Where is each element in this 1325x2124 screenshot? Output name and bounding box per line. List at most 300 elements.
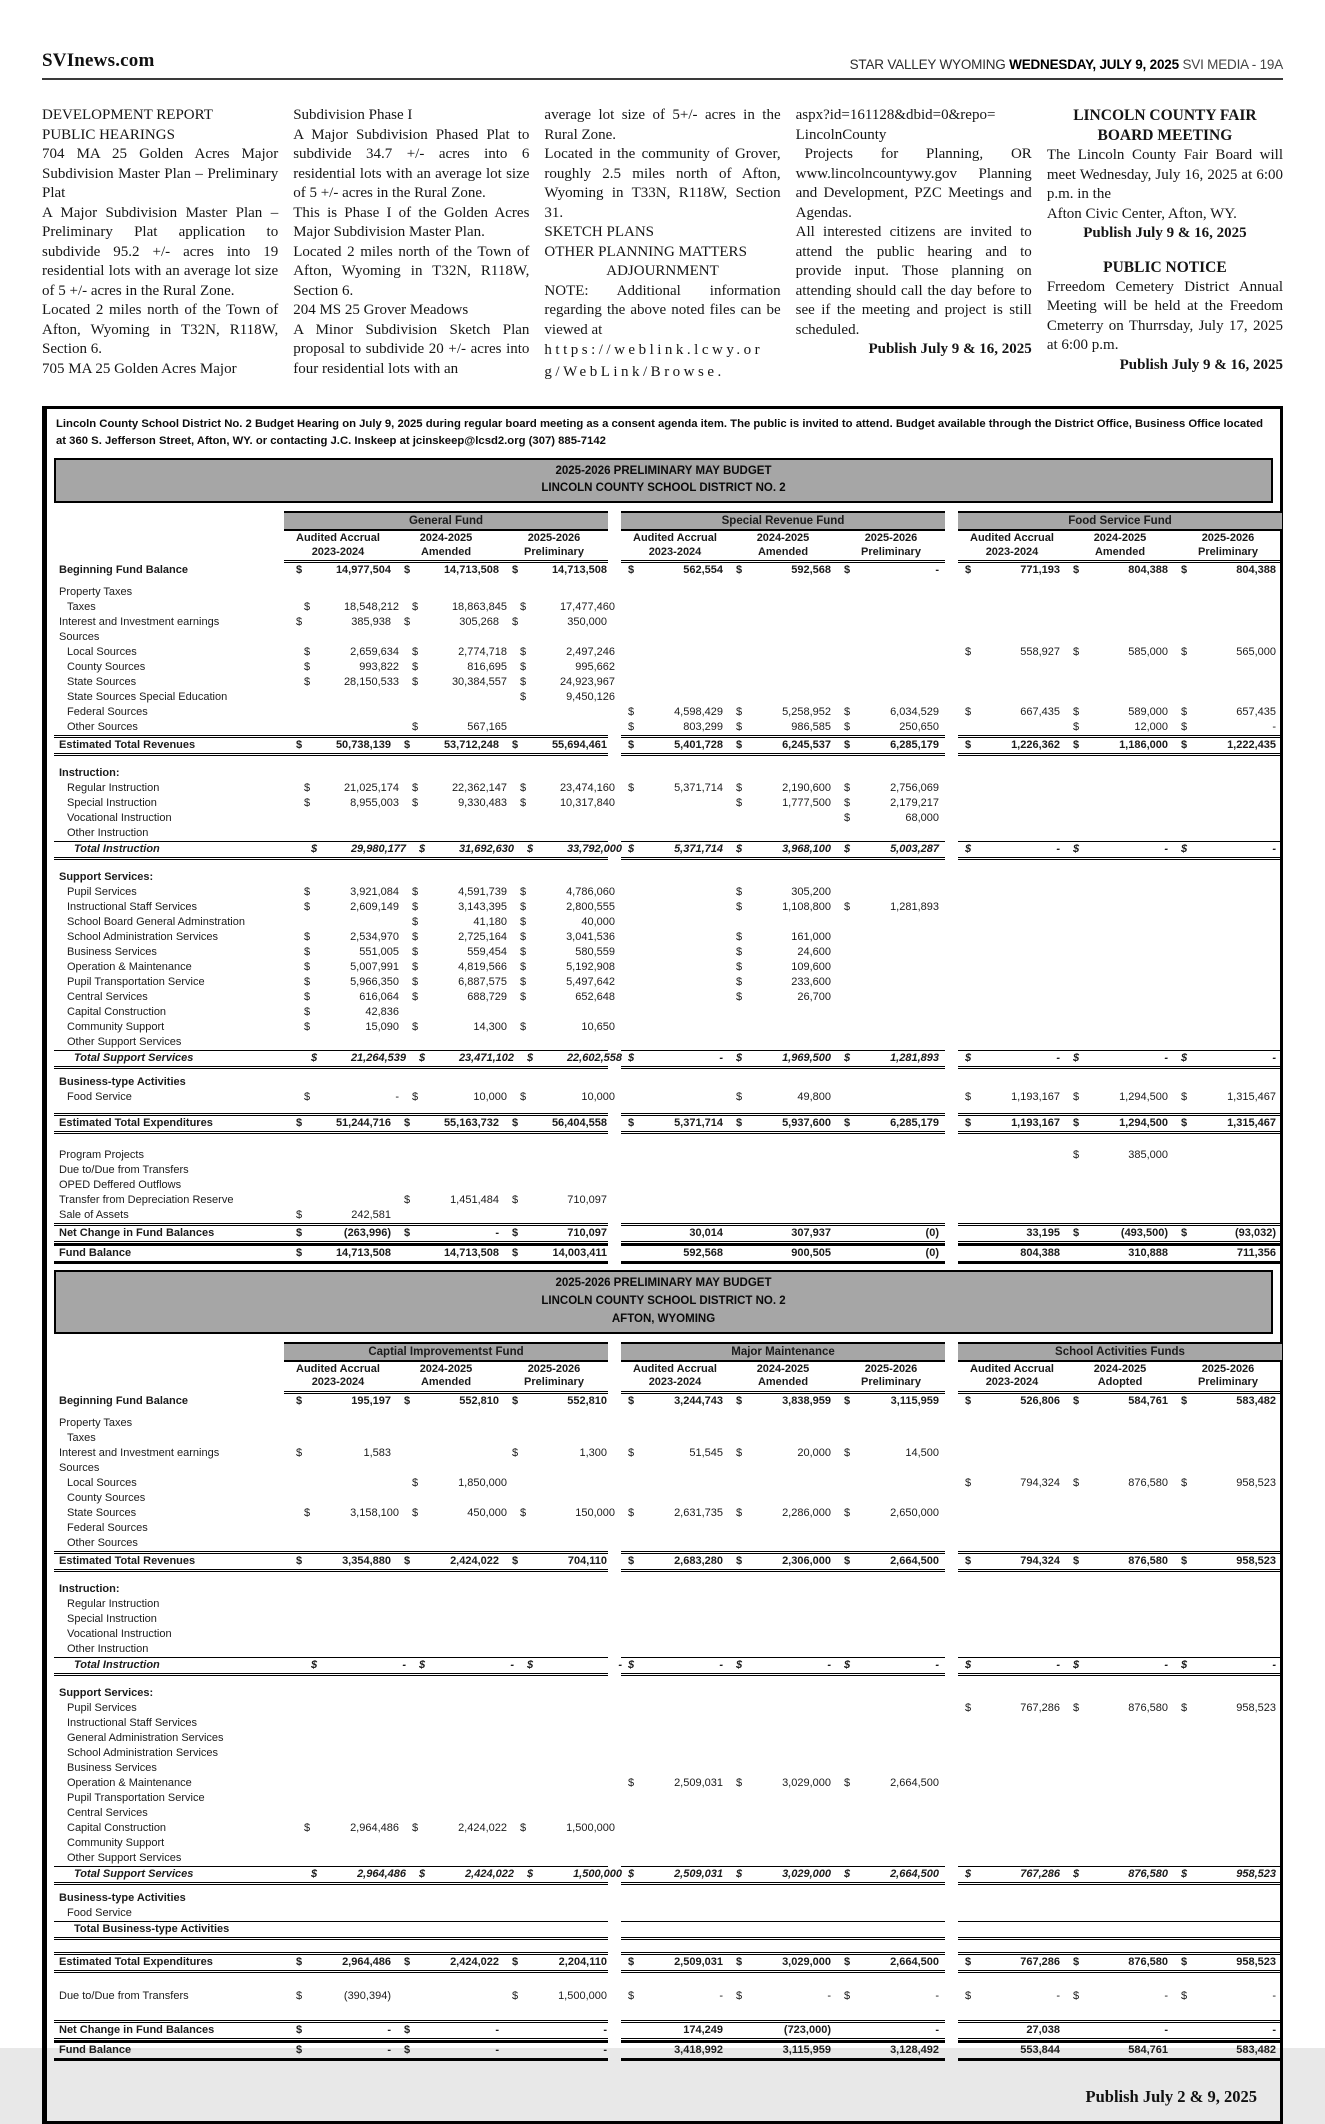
row-label: Operation & Maintenance bbox=[67, 961, 192, 974]
value-group bbox=[958, 885, 1282, 900]
value-group bbox=[289, 1582, 613, 1597]
value-group bbox=[958, 645, 1282, 660]
amount-cell bbox=[621, 900, 729, 915]
value-group bbox=[958, 675, 1282, 690]
amount-cell bbox=[513, 1597, 621, 1612]
value-group bbox=[289, 1989, 613, 2004]
amount-cell bbox=[405, 826, 513, 841]
amount-cell: $ - bbox=[1181, 843, 1276, 856]
amount-cell bbox=[729, 1686, 837, 1701]
value-group bbox=[958, 1416, 1282, 1431]
column-header-line: Amended bbox=[420, 545, 472, 558]
amount-cell: $ - bbox=[736, 1989, 831, 2002]
value-group bbox=[621, 1113, 945, 1134]
amount-cell bbox=[1066, 826, 1174, 841]
amount-cell: $ 2,664,500 bbox=[844, 1867, 939, 1880]
amount-cell bbox=[958, 1686, 1066, 1701]
value-group bbox=[297, 1431, 621, 1446]
amount-cell: $ 2,964,486 bbox=[304, 1821, 399, 1834]
amount-cell bbox=[1174, 1776, 1282, 1791]
amount-cell: $ 3,244,743 bbox=[628, 1394, 723, 1407]
notice-columns bbox=[42, 106, 1283, 384]
value-group bbox=[621, 990, 945, 1005]
amount-cell: $ 5,371,714 bbox=[628, 782, 723, 795]
table-row bbox=[54, 1005, 1275, 1020]
value-group bbox=[289, 2023, 613, 2038]
value-group bbox=[297, 1746, 621, 1761]
amount-cell bbox=[1174, 1922, 1282, 1937]
table-row bbox=[54, 1776, 1275, 1791]
value-group bbox=[621, 1491, 945, 1506]
publish-date: Publish July 9 & 16, 2025 bbox=[1083, 225, 1247, 242]
notice-text: This is Phase I of the Golden Acres Major Subdivision Master Plan. bbox=[293, 204, 530, 240]
amount-cell bbox=[729, 1716, 837, 1731]
amount-cell: $ - bbox=[1073, 1989, 1168, 2002]
row-label: Fund Balance bbox=[59, 1247, 132, 1260]
amount-cell: $ 6,285,179 bbox=[844, 739, 939, 752]
row-label: Total Business-type Activities bbox=[74, 1922, 230, 1935]
table-row bbox=[54, 630, 1275, 645]
amount-cell bbox=[729, 1701, 837, 1716]
amount-cell bbox=[297, 826, 405, 841]
masthead-date: WEDNESDAY, JULY 9, 2025 bbox=[1009, 57, 1179, 72]
value-group bbox=[621, 1627, 945, 1642]
column-header bbox=[1174, 1363, 1282, 1390]
label-and-first-group bbox=[54, 960, 615, 975]
amount-cell bbox=[297, 1761, 405, 1776]
amount-cell bbox=[412, 1922, 520, 1937]
row-label: County Sources bbox=[67, 661, 146, 674]
amount-cell bbox=[958, 1582, 1066, 1597]
value-group bbox=[297, 1761, 621, 1776]
value-group bbox=[621, 1582, 945, 1597]
column-header bbox=[284, 532, 392, 559]
amount-cell: $ 565,000 bbox=[1181, 646, 1276, 659]
label-and-first-group bbox=[54, 1491, 608, 1506]
amount-cell bbox=[837, 1836, 945, 1851]
row-label: Business Services bbox=[67, 1761, 157, 1774]
amount-cell: $ 49,800 bbox=[736, 1091, 831, 1104]
amount-cell bbox=[729, 1731, 837, 1746]
amount-cell bbox=[621, 1461, 729, 1476]
amount-cell bbox=[1066, 1163, 1174, 1178]
label-and-first-group bbox=[54, 1701, 608, 1716]
table-row bbox=[54, 1536, 1275, 1551]
amount-cell bbox=[1066, 1491, 1174, 1506]
amount-cell: $ 10,650 bbox=[520, 1021, 615, 1034]
amount-cell: $ 2,609,149 bbox=[304, 901, 399, 914]
amount-cell: $ 580,559 bbox=[520, 946, 615, 959]
amount-cell bbox=[513, 1491, 621, 1506]
label-and-first-group bbox=[54, 645, 615, 660]
value-group bbox=[297, 975, 621, 990]
label-and-first-group bbox=[54, 1005, 608, 1020]
amount-cell: $ 150,000 bbox=[520, 1506, 615, 1519]
amount-cell: $ 958,523 bbox=[1181, 1554, 1276, 1567]
row-label: Estimated Total Revenues bbox=[59, 1554, 196, 1567]
masthead-info bbox=[850, 57, 1283, 72]
label-and-first-group bbox=[54, 1416, 608, 1431]
amount-cell bbox=[397, 1446, 505, 1461]
value-group bbox=[297, 915, 621, 930]
amount-cell bbox=[621, 1716, 729, 1731]
amount-cell bbox=[958, 915, 1066, 930]
amount-cell bbox=[289, 1193, 397, 1208]
label-and-first-group bbox=[54, 1791, 608, 1806]
row-label: Pupil Services bbox=[67, 1701, 137, 1714]
value-group bbox=[621, 1716, 945, 1731]
amount-cell bbox=[297, 915, 405, 930]
amount-cell bbox=[837, 1582, 945, 1597]
value-group bbox=[958, 1208, 1282, 1223]
table-row bbox=[54, 1050, 1275, 1069]
value-group bbox=[297, 645, 621, 660]
row-label: Program Projects bbox=[59, 1149, 144, 1162]
amount-cell bbox=[837, 1431, 945, 1446]
table-row bbox=[54, 1746, 1275, 1761]
amount-cell: 592,568 bbox=[683, 1247, 723, 1260]
column-header bbox=[729, 1363, 837, 1390]
amount-cell bbox=[621, 1536, 729, 1551]
amount-cell bbox=[729, 915, 837, 930]
value-group bbox=[958, 1686, 1282, 1701]
row-label: Regular Instruction bbox=[67, 1597, 160, 1610]
column-header bbox=[500, 1363, 608, 1390]
amount-cell bbox=[1066, 1642, 1174, 1657]
amount-cell bbox=[958, 1005, 1066, 1020]
amount-cell bbox=[958, 1746, 1066, 1761]
amount-cell bbox=[958, 1597, 1066, 1612]
value-group bbox=[297, 1851, 621, 1866]
amount-cell bbox=[729, 1851, 837, 1866]
amount-cell: $ 5,937,600 bbox=[736, 1117, 831, 1130]
amount-cell bbox=[1174, 1582, 1282, 1597]
amount-cell: $ 12,000 bbox=[1073, 721, 1168, 734]
amount-cell bbox=[1174, 1612, 1282, 1627]
amount-cell: 14,713,508 bbox=[443, 1247, 499, 1260]
row-label: Central Services bbox=[67, 991, 148, 1004]
amount-cell bbox=[621, 826, 729, 841]
notice-text: Located 2 miles north of the Town of Afton, Wyoming in T32N, R118W, Section 6. bbox=[42, 302, 279, 357]
amount-cell bbox=[837, 975, 945, 990]
table-row bbox=[54, 1686, 1275, 1701]
amount-cell bbox=[405, 1005, 513, 1020]
value-group bbox=[289, 738, 613, 753]
amount-cell: $ 1,850,000 bbox=[412, 1476, 507, 1489]
amount-cell: $ 876,580 bbox=[1073, 1955, 1168, 1968]
row-label: Instruction: bbox=[59, 767, 120, 780]
amount-cell: $ - bbox=[1073, 1658, 1168, 1671]
amount-cell bbox=[405, 1431, 513, 1446]
amount-cell bbox=[1174, 660, 1282, 675]
table-row bbox=[54, 1836, 1275, 1851]
amount-cell bbox=[289, 1891, 397, 1906]
notice-text: aspx?id=161128&dbid=0&repo= LincolnCounty bbox=[795, 107, 996, 143]
amount-cell: $ - bbox=[965, 1052, 1060, 1065]
amount-cell bbox=[1174, 1193, 1282, 1208]
amount-cell bbox=[513, 1761, 621, 1776]
amount-cell: $ 526,806 bbox=[965, 1394, 1060, 1407]
row-label: School Administration Services bbox=[67, 931, 219, 944]
label-and-first-group bbox=[54, 1208, 608, 1223]
value-group bbox=[958, 870, 1282, 885]
value-group bbox=[304, 1867, 628, 1882]
label-and-first-group bbox=[54, 1731, 608, 1746]
amount-cell bbox=[958, 1627, 1066, 1642]
value-group bbox=[621, 1163, 945, 1178]
amount-cell: $ - bbox=[628, 1658, 723, 1671]
amount-cell bbox=[1066, 1178, 1174, 1193]
value-group bbox=[289, 870, 613, 885]
amount-cell: $ 710,097 bbox=[512, 1227, 607, 1240]
amount-cell bbox=[297, 1716, 405, 1731]
label-and-first-group bbox=[54, 990, 615, 1005]
amount-cell bbox=[1174, 885, 1282, 900]
value-group bbox=[297, 660, 621, 675]
amount-cell bbox=[1066, 930, 1174, 945]
amount-cell bbox=[405, 1851, 513, 1866]
amount-cell bbox=[729, 630, 837, 645]
amount-cell: $ 876,580 bbox=[1073, 1476, 1168, 1489]
amount-cell bbox=[729, 1642, 837, 1657]
row-label: Total Instruction bbox=[74, 843, 160, 856]
banner-line: LINCOLN COUNTY SCHOOL DISTRICT NO. 2 bbox=[541, 1294, 786, 1307]
table-row bbox=[54, 585, 1275, 600]
amount-cell: $ 1,186,000 bbox=[1073, 739, 1168, 752]
amount-cell: $ 2,659,634 bbox=[304, 646, 399, 659]
table-row bbox=[54, 900, 1275, 915]
table-row bbox=[54, 1244, 1275, 1264]
amount-cell bbox=[513, 1612, 621, 1627]
label-and-first-group bbox=[54, 1686, 608, 1701]
value-group bbox=[621, 900, 945, 915]
amount-cell: $ 350,000 bbox=[512, 616, 607, 629]
amount-cell: $ 22,362,147 bbox=[412, 782, 507, 795]
amount-cell bbox=[1174, 1506, 1282, 1521]
amount-cell bbox=[958, 811, 1066, 826]
amount-cell bbox=[621, 915, 729, 930]
amount-cell bbox=[621, 975, 729, 990]
amount-cell bbox=[958, 675, 1066, 690]
amount-cell bbox=[513, 1776, 621, 1791]
amount-cell: $ 2,725,164 bbox=[412, 931, 507, 944]
amount-cell bbox=[505, 766, 613, 781]
value-group bbox=[621, 1791, 945, 1806]
value-group bbox=[297, 1020, 621, 1035]
amount-cell: $ 803,299 bbox=[628, 721, 723, 734]
value-group bbox=[621, 1244, 945, 1264]
row-label: Sale of Assets bbox=[59, 1209, 129, 1222]
amount-cell bbox=[837, 1005, 945, 1020]
value-group bbox=[621, 1035, 945, 1050]
amount-cell bbox=[958, 1193, 1066, 1208]
value-group bbox=[621, 945, 945, 960]
amount-cell bbox=[1174, 1821, 1282, 1836]
table-row bbox=[54, 1020, 1275, 1035]
amount-cell bbox=[621, 1922, 729, 1937]
table-row bbox=[54, 615, 1275, 630]
label-and-first-group bbox=[54, 705, 608, 720]
amount-cell: $ - bbox=[844, 564, 939, 577]
amount-cell bbox=[729, 675, 837, 690]
amount-cell bbox=[297, 1035, 405, 1050]
amount-cell bbox=[513, 720, 621, 735]
amount-cell: $ 5,258,952 bbox=[736, 706, 831, 719]
amount-cell: $ 2,286,000 bbox=[736, 1506, 831, 1519]
amount-cell bbox=[1066, 630, 1174, 645]
amount-cell bbox=[958, 945, 1066, 960]
amount-cell bbox=[297, 1627, 405, 1642]
amount-cell bbox=[397, 1461, 505, 1476]
table-row bbox=[54, 796, 1275, 811]
label-and-first-group bbox=[54, 1446, 608, 1461]
amount-cell: $ 4,591,739 bbox=[412, 886, 507, 899]
amount-cell: $ 1,226,362 bbox=[965, 739, 1060, 752]
amount-cell: (0) bbox=[925, 1247, 939, 1260]
row-label: State Sources bbox=[67, 676, 137, 689]
label-and-first-group bbox=[54, 1612, 608, 1627]
amount-cell bbox=[405, 705, 513, 720]
amount-cell: $ 33,792,000 bbox=[527, 843, 622, 856]
column-header-line: Adopted bbox=[1097, 1376, 1143, 1389]
amount-cell bbox=[1174, 945, 1282, 960]
amount-cell bbox=[297, 1731, 405, 1746]
table-gap bbox=[54, 1134, 1275, 1148]
amount-cell: $ 18,548,212 bbox=[304, 601, 399, 614]
amount-cell bbox=[837, 675, 945, 690]
table-gap bbox=[54, 1572, 1275, 1582]
amount-cell bbox=[729, 1791, 837, 1806]
amount-cell bbox=[958, 781, 1066, 796]
row-label: Net Change in Fund Balances bbox=[59, 1227, 215, 1240]
amount-cell: $ - bbox=[965, 1658, 1060, 1671]
value-group bbox=[297, 690, 621, 705]
amount-cell: $ 3,029,000 bbox=[736, 1955, 831, 1968]
amount-cell: $ - bbox=[736, 1658, 831, 1671]
column-header-line: Audited Accrual bbox=[633, 532, 717, 545]
label-and-first-group bbox=[54, 1223, 608, 1244]
table-row bbox=[54, 2041, 1275, 2061]
amount-cell: $ 5,371,714 bbox=[628, 843, 723, 856]
label-and-first-group bbox=[54, 615, 608, 630]
amount-cell bbox=[958, 1491, 1066, 1506]
value-group bbox=[958, 1005, 1282, 1020]
notice-text: The Lincoln County Fair Board will meet Wednesday, July 16, 2025 at 6:00 p.m. in the bbox=[1046, 147, 1284, 203]
amount-cell: $ - bbox=[311, 1658, 406, 1671]
amount-cell bbox=[621, 1476, 729, 1491]
amount-cell: $ 305,268 bbox=[404, 616, 499, 629]
label-and-first-group bbox=[54, 841, 622, 860]
row-label: Other Instruction bbox=[67, 1642, 149, 1655]
amount-cell bbox=[1066, 766, 1174, 781]
amount-cell bbox=[958, 1035, 1066, 1050]
amount-cell bbox=[729, 811, 837, 826]
amount-cell bbox=[621, 600, 729, 615]
value-group bbox=[621, 1906, 945, 1921]
amount-cell bbox=[958, 960, 1066, 975]
amount-cell bbox=[297, 1536, 405, 1551]
value-group bbox=[297, 1491, 621, 1506]
amount-cell: $ - bbox=[296, 2023, 391, 2036]
amount-cell: $ 3,921,084 bbox=[304, 886, 399, 899]
amount-cell bbox=[729, 1836, 837, 1851]
amount-cell bbox=[958, 1806, 1066, 1821]
amount-cell bbox=[1174, 585, 1282, 600]
amount-cell bbox=[621, 796, 729, 811]
amount-cell bbox=[513, 1806, 621, 1821]
amount-cell bbox=[505, 1582, 613, 1597]
column-header bbox=[958, 532, 1066, 559]
notice-text: https://weblink.lcwy.org/WebLink/Browse. bbox=[544, 342, 764, 380]
amount-cell: $ 804,388 bbox=[1073, 564, 1168, 577]
amount-cell: - bbox=[603, 2023, 607, 2036]
amount-cell bbox=[297, 1851, 405, 1866]
amount-cell bbox=[1066, 1627, 1174, 1642]
column-header-group bbox=[958, 1363, 1282, 1394]
label-and-first-group bbox=[54, 1163, 608, 1178]
table-row bbox=[54, 1627, 1275, 1642]
column-header-line: 2023-2024 bbox=[985, 545, 1039, 558]
amount-cell: $ - bbox=[1073, 1052, 1168, 1065]
amount-cell: $ 652,648 bbox=[520, 991, 615, 1004]
value-group bbox=[621, 885, 945, 900]
label-and-first-group bbox=[54, 885, 615, 900]
table-row bbox=[54, 1891, 1275, 1906]
amount-cell bbox=[1066, 781, 1174, 796]
amount-cell: $ 2,650,000 bbox=[844, 1506, 939, 1519]
value-group bbox=[289, 1686, 613, 1701]
value-group bbox=[621, 1178, 945, 1193]
table-row bbox=[54, 1821, 1275, 1836]
amount-cell bbox=[837, 1642, 945, 1657]
amount-cell: $ 2,509,031 bbox=[628, 1955, 723, 1968]
amount-cell bbox=[297, 1597, 405, 1612]
label-and-first-group bbox=[54, 1597, 608, 1612]
amount-cell: $ 616,064 bbox=[304, 991, 399, 1004]
amount-cell: $ 3,158,100 bbox=[304, 1506, 399, 1519]
amount-cell: $ 9,450,126 bbox=[520, 691, 615, 704]
table-row bbox=[54, 1193, 1275, 1208]
value-group bbox=[958, 960, 1282, 975]
amount-cell: $ 4,598,429 bbox=[628, 706, 723, 719]
amount-cell bbox=[621, 585, 729, 600]
amount-cell: $ 876,580 bbox=[1073, 1701, 1168, 1714]
column-header bbox=[837, 532, 945, 559]
amount-cell: $ 958,523 bbox=[1181, 1867, 1276, 1880]
amount-cell: $ 4,786,060 bbox=[520, 886, 615, 899]
amount-cell bbox=[837, 1148, 945, 1163]
value-group bbox=[958, 1716, 1282, 1731]
amount-cell bbox=[729, 826, 837, 841]
amount-cell bbox=[621, 811, 729, 826]
amount-cell: $ 55,694,461 bbox=[512, 739, 607, 752]
notice-text: 705 MA 25 Golden Acres Major bbox=[42, 360, 237, 377]
fund-header-row bbox=[54, 511, 1275, 531]
value-group bbox=[958, 2020, 1282, 2041]
amount-cell: $ 5,192,908 bbox=[520, 961, 615, 974]
budget-banner-2 bbox=[54, 1270, 1273, 1333]
amount-cell bbox=[297, 1806, 405, 1821]
column-header bbox=[1066, 1363, 1174, 1390]
amount-cell bbox=[837, 945, 945, 960]
amount-cell: $ 14,003,411 bbox=[512, 1247, 607, 1260]
notice-text: A Major Subdivision Master Plan – Preliminary Plat application to subdivide 95.2 +/- acres into 19 residential lots with an average lot size of 5 +/- acres in the Rural Zone. bbox=[42, 204, 279, 299]
table-row bbox=[54, 1163, 1275, 1178]
amount-cell: $ 552,810 bbox=[512, 1394, 607, 1407]
amount-cell bbox=[621, 675, 729, 690]
amount-cell bbox=[513, 826, 621, 841]
value-group bbox=[621, 1866, 945, 1885]
